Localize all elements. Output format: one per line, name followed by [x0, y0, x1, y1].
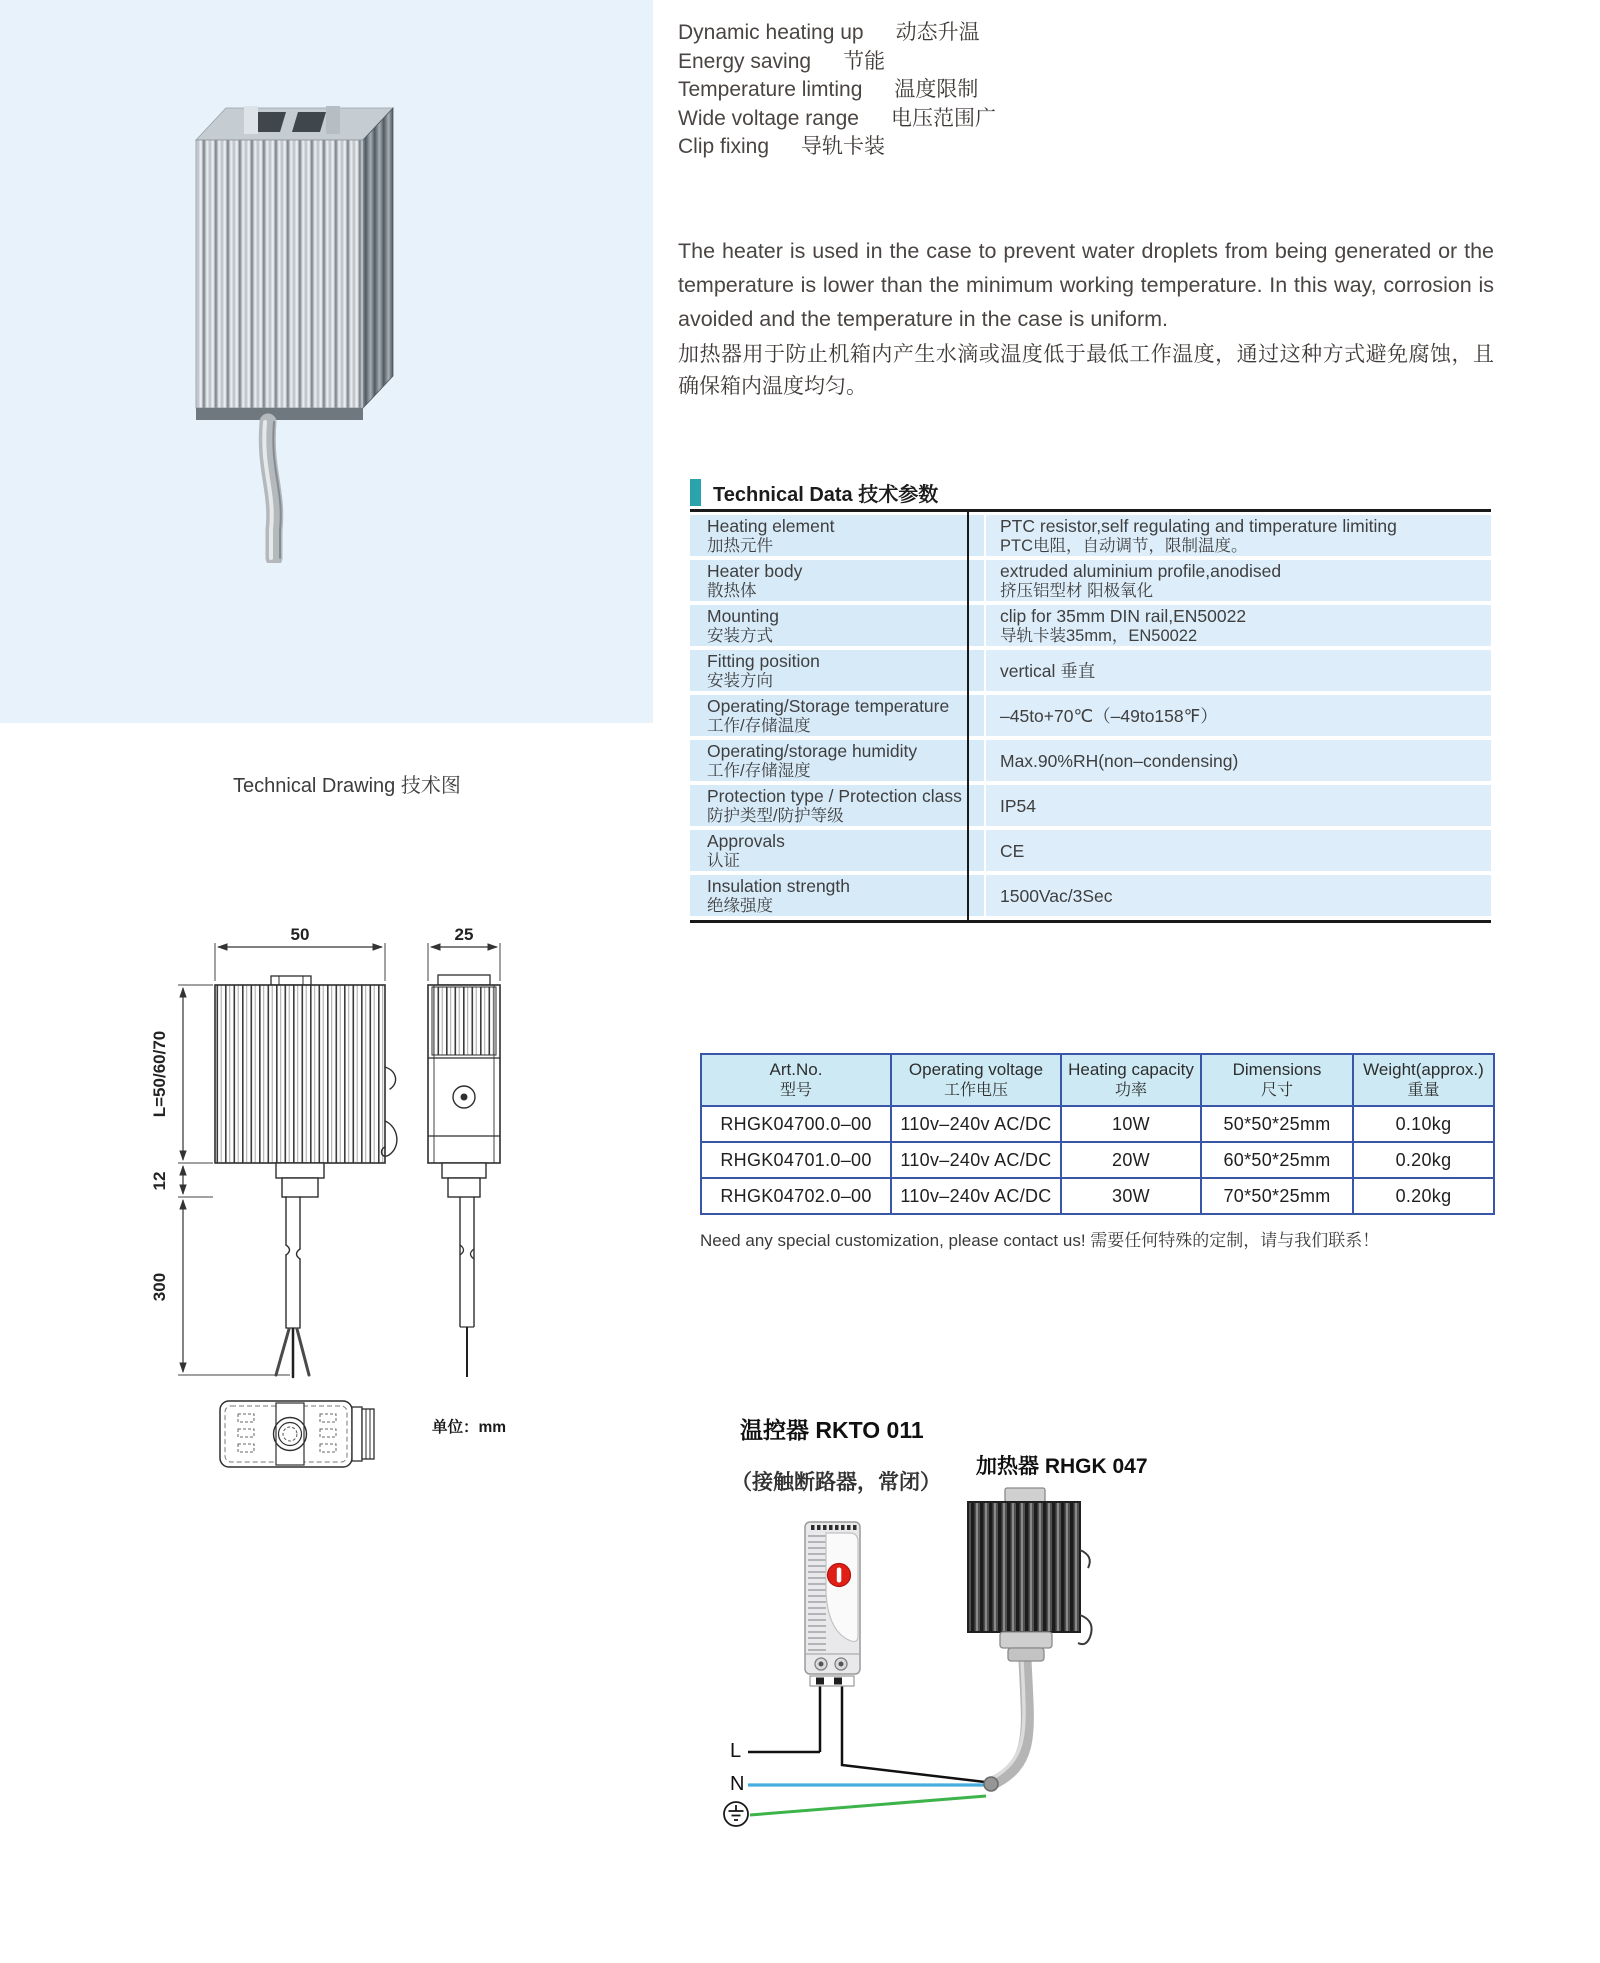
table-row [690, 605, 1491, 646]
customization-note: Need any special customization, please contact us! 需要任何特殊的定制，请与我们联系！ [700, 1231, 1380, 1250]
description-english: The heater is used in the case to prevent water droplets from being generated or the temperature is lower than the minimum working temperature. In this way, corrosion is avoided and the temperature in the case is uniform. [678, 239, 1494, 331]
technical-data-header [690, 478, 938, 507]
technical-data-title: Technical Data 技术参数 [713, 484, 939, 506]
dim-300: 300 [150, 1272, 169, 1302]
thermostat-label: 温控器 RKTO 011 [740, 1417, 924, 1443]
side-view [428, 975, 500, 1377]
spec-label-cell: Fitting position 安装方向 [690, 650, 984, 691]
dim-height: L=50/60/70 [150, 1030, 169, 1118]
feature-list [678, 22, 996, 165]
technical-drawing [140, 915, 540, 1480]
feature-cn: 温度限制 [894, 78, 979, 101]
table-header-row [701, 1054, 1494, 1106]
feature-item [678, 108, 996, 129]
product-table [700, 1053, 1495, 1215]
spec-value-cell: PTC resistor,self regulating and timperature limiting PTC电阻，自动调节，限制温度。 [986, 515, 1491, 556]
feature-cn: 动态升温 [895, 21, 980, 44]
spec-value-cell: Max.90%RH(non–condensing) [986, 740, 1491, 781]
spec-label-cell: Operating/storage humidity 工作/存储湿度 [690, 740, 984, 781]
heater-product-photo [168, 78, 433, 563]
spec-value-cell: CE [986, 830, 1491, 871]
table-row: RHGK04701.0–00 110v–240v AC/DC 20W 60*50*25mm 0.20kg [701, 1142, 1494, 1178]
col-dimensions: Dimensions 尺寸 [1201, 1054, 1353, 1106]
product-description [678, 234, 1494, 403]
thermostat-illustration [805, 1522, 860, 1686]
front-view [215, 976, 397, 1377]
spec-label-cell: Heater body 散热体 [690, 560, 984, 601]
heater-cable [984, 1660, 1027, 1791]
dim-50: 50 [290, 925, 310, 944]
spec-label-cell: Heating element 加热元件 [690, 515, 984, 556]
unit-label: 单位：mm [432, 1419, 507, 1436]
spec-value-cell: 1500Vac/3Sec [986, 875, 1491, 916]
feature-item [678, 22, 996, 43]
heater-photo-body [196, 106, 393, 420]
table-row [690, 695, 1491, 736]
dim-25: 25 [454, 925, 474, 944]
description-chinese: 加热器用于防止机箱内产生水滴或温度低于最低工作温度，通过这种方式避免腐蚀，且确保箱内温度均匀。 [678, 343, 1494, 398]
table-row: RHGK04700.0–00 110v–240v AC/DC 10W 50*50*25mm 0.10kg [701, 1106, 1494, 1142]
heater-label: 加热器 RHGK 047 [976, 1455, 1148, 1478]
feature-cn: 导轨卡装 [801, 135, 886, 158]
spec-label-cell: Mounting 安装方式 [690, 605, 984, 646]
table-row [690, 830, 1491, 871]
feature-cn: 节能 [843, 49, 886, 73]
table-row [690, 560, 1491, 601]
product-photo-panel [0, 0, 653, 723]
spec-label-cell: Insulation strength 绝缘强度 [690, 875, 984, 916]
heater-illustration [968, 1488, 1092, 1661]
thermostat-note: （接触断路器，常闭） [731, 1471, 941, 1494]
table-row [690, 785, 1491, 826]
col-weight: Weight(approx.) 重量 [1353, 1054, 1494, 1106]
wire-earth [750, 1796, 986, 1815]
technical-data-table [690, 515, 1491, 920]
spec-label-cell: Approvals 认证 [690, 830, 984, 871]
table-bottom-rule [690, 920, 1491, 923]
terminal-n-label: N [730, 1773, 745, 1795]
feature-cn: 电压范围广 [890, 106, 996, 130]
col-voltage: Operating voltage 工作电压 [891, 1054, 1061, 1106]
feature-en: Wide voltage range [678, 106, 859, 130]
terminal-l-label: L [730, 1740, 742, 1762]
table-column-divider [967, 509, 969, 922]
spec-label-cell: Operating/Storage temperature 工作/存储温度 [690, 695, 984, 736]
spec-value-cell: vertical 垂直 [986, 650, 1491, 691]
profile-cross-section-view [220, 1401, 374, 1467]
table-row: RHGK04702.0–00 110v–240v AC/DC 30W 70*50*25mm 0.20kg [701, 1178, 1494, 1214]
spec-value-cell: –45to+70℃（–49to158℉） [986, 695, 1491, 736]
table-row [690, 740, 1491, 781]
heater-photo-cable [264, 422, 280, 558]
col-artno: Art.No. 型号 [701, 1054, 891, 1106]
feature-en: Dynamic heating up [678, 21, 864, 44]
table-top-rule [690, 509, 1491, 512]
table-row [690, 515, 1491, 556]
spec-label-cell: Protection type / Protection class 防护类型/防护等级 [690, 785, 984, 826]
teal-accent-bar [690, 479, 701, 506]
spec-value-cell: IP54 [986, 785, 1491, 826]
dim-12: 12 [150, 1171, 169, 1191]
feature-en: Clip fixing [678, 135, 770, 158]
wiring-diagram [700, 1400, 1260, 1860]
feature-item [678, 51, 996, 72]
earth-symbol-icon [724, 1802, 748, 1826]
feature-en: Temperature limting [678, 78, 863, 101]
feature-item [678, 136, 996, 157]
wiring-lines [748, 1686, 986, 1815]
spec-value-cell: extruded aluminium profile,anodised 挤压铝型材 阳极氧化 [986, 560, 1491, 601]
table-row [690, 650, 1491, 691]
col-capacity: Heating capacity 功率 [1061, 1054, 1201, 1106]
spec-value-cell: clip for 35mm DIN rail,EN50022 导轨卡装35mm，EN50022 [986, 605, 1491, 646]
technical-drawing-title: Technical Drawing 技术图 [233, 775, 461, 797]
feature-en: Energy saving [678, 49, 812, 73]
feature-item [678, 79, 996, 100]
table-row [690, 875, 1491, 916]
